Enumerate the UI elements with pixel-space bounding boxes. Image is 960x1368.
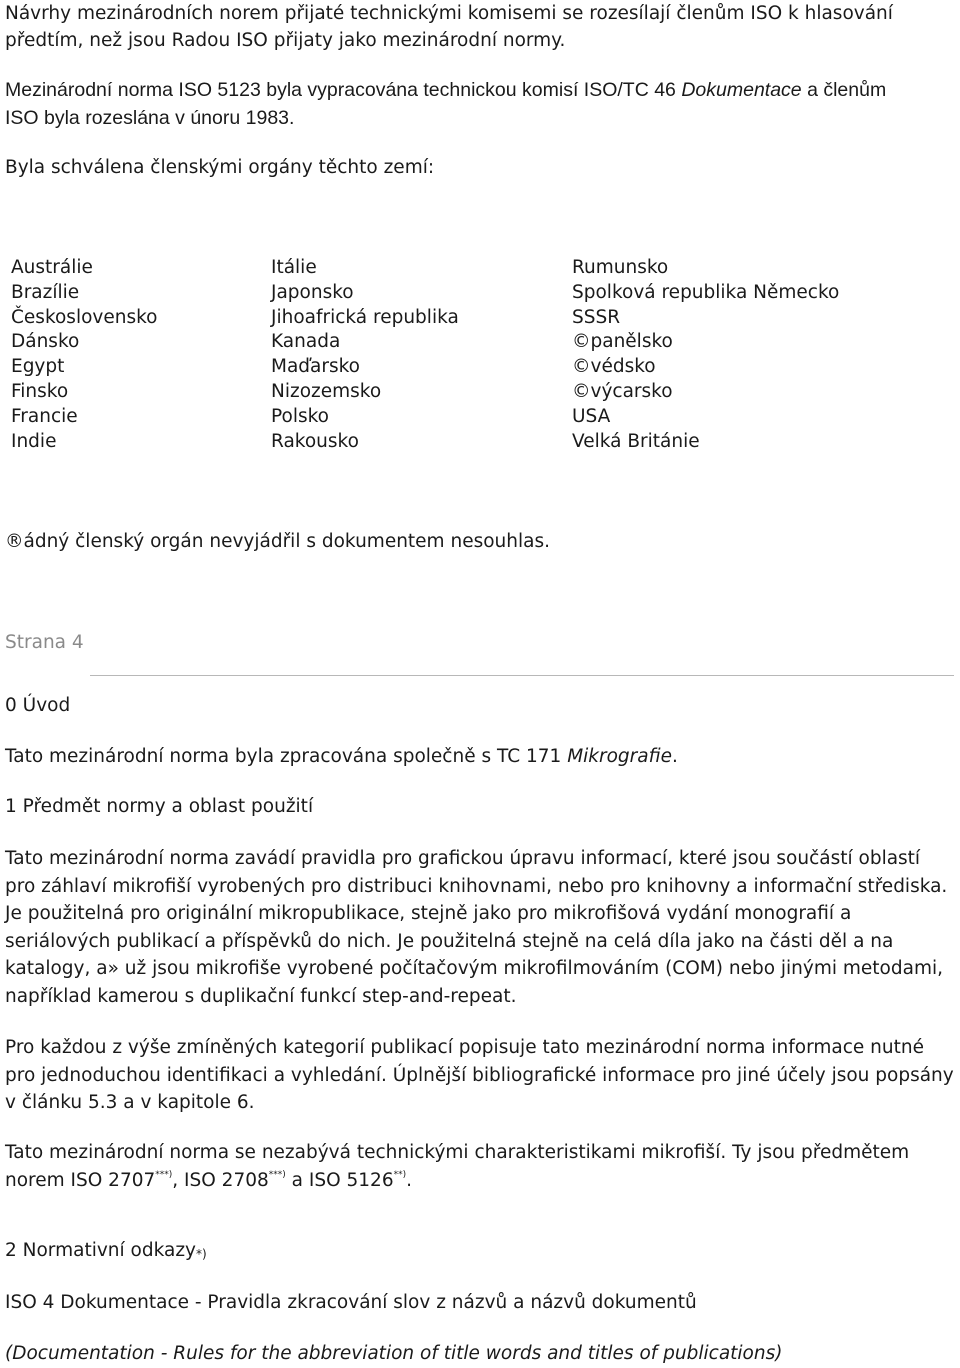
section-0-text-end: . bbox=[671, 746, 678, 767]
intro-line-2: předtím, než jsou Radou ISO přijaty jako mezinárodní normy. bbox=[5, 30, 566, 51]
footnote-marker: ***) bbox=[268, 1169, 286, 1180]
section-1-paragraph-2: Pro každou z výše zmíněných kategorií publikací popisuje tato mezinárodní norma informace nutné pro jednoduchou identifikaci a vyhledání. Úplnější bibliografické informace pro jiné účely jsou popsány v článku 5.3 a v kapitole 6. bbox=[5, 1037, 954, 1113]
country-item: Finsko bbox=[11, 380, 69, 402]
section-0-heading: 0 Úvod bbox=[5, 695, 71, 716]
country-list bbox=[0, 256, 960, 456]
intro-line-1: Návrhy mezinárodních norem přijaté technickými komisemi se rozesílají členům ISO k hlasování bbox=[5, 3, 893, 24]
footnote-marker: *) bbox=[195, 1247, 207, 1261]
section-1-p3-text: , ISO 2708 bbox=[172, 1169, 269, 1191]
section-2-heading-text: 2 Normativní odkazy bbox=[5, 1240, 196, 1261]
country-item: SSSR bbox=[572, 306, 621, 328]
section-1-p3-text: . bbox=[406, 1169, 412, 1191]
intro-paragraph bbox=[5, 0, 893, 54]
country-item: ©védsko bbox=[572, 356, 656, 378]
country-item: Rumunsko bbox=[572, 257, 669, 278]
country-item: Maďarsko bbox=[271, 356, 360, 378]
country-item: ©panělsko bbox=[572, 331, 673, 353]
country-item: Dánsko bbox=[11, 331, 80, 353]
section-1-heading: 1 Předmět normy a oblast použití bbox=[5, 796, 314, 817]
section-0-text-main: Tato mezinárodní norma byla zpracována společně s TC 171 bbox=[5, 746, 568, 767]
section-0-text bbox=[5, 746, 678, 767]
country-item: Jihoafrická republika bbox=[271, 306, 459, 328]
country-item: Indie bbox=[11, 430, 57, 452]
page-divider bbox=[90, 675, 954, 676]
footnote-marker: ***) bbox=[155, 1169, 173, 1180]
country-item: USA bbox=[572, 405, 611, 427]
section-1-p3-text: Tato mezinárodní norma se nezabývá technickými charakteristikami mikrofiší. Ty jsou předmětem norem ISO 2707 bbox=[5, 1142, 910, 1191]
country-item: Kanada bbox=[271, 331, 341, 353]
tc-171-name: Mikrografie bbox=[567, 746, 672, 767]
no-objection-statement: ®ádný členský orgán nevyjádřil s dokumentem nesouhlas. bbox=[5, 531, 550, 552]
country-item: Brazílie bbox=[11, 281, 80, 303]
iso-origin-paragraph bbox=[5, 76, 886, 132]
approved-by-heading: Byla schválena členskými orgány těchto zemí: bbox=[5, 157, 435, 178]
iso-origin-text-end: a členům bbox=[801, 79, 887, 101]
country-item: Austrálie bbox=[11, 257, 93, 278]
country-item: Itálie bbox=[271, 257, 317, 278]
country-item: ©výcarsko bbox=[572, 380, 673, 402]
country-column-2 bbox=[271, 256, 459, 454]
country-item: Japonsko bbox=[271, 281, 354, 303]
iso-origin-text: Mezinárodní norma ISO 5123 byla vypracována technickou komisí ISO/TC 46 bbox=[5, 79, 682, 101]
country-item: Rakousko bbox=[271, 430, 359, 452]
country-item: Polsko bbox=[271, 405, 329, 427]
page-number: Strana 4 bbox=[5, 632, 84, 653]
section-1-paragraph-3 bbox=[5, 1139, 956, 1194]
footnote-marker: **) bbox=[393, 1169, 407, 1180]
section-1-p3-text: a ISO 5126 bbox=[285, 1169, 394, 1191]
country-item: Nizozemsko bbox=[271, 380, 382, 402]
normative-reference-english: (Documentation - Rules for the abbreviation of title words and titles of publications) bbox=[5, 1343, 783, 1364]
country-column-3 bbox=[572, 256, 839, 454]
tc-name: Dokumentace bbox=[681, 79, 802, 101]
country-item: Československo bbox=[11, 306, 158, 328]
country-item: Egypt bbox=[11, 356, 65, 378]
section-1-paragraph-1: Tato mezinárodní norma zavádí pravidla pro grafickou úpravu informací, které jsou součástí oblastí pro záhlaví mikrofiší vyrobených pro distribuci knihovnami, nebo pro knihovny a informační střediska. Je použitelná pro originální mikropublikace, stejně jako pro mikrofišová vydání monografií a seriálových publikací a příspěvků do nich. Je použitelná stejně na celá díla jako na části děl a na katalogy, a» už jsou mikrofiše vyrobené počítačovým mikrofilmováním (COM) nebo jinými metodami, například kamerou s duplikační funkcí step-and-repeat. bbox=[5, 848, 948, 1007]
country-item: Francie bbox=[11, 405, 78, 427]
section-2-heading bbox=[5, 1240, 207, 1261]
country-column-1 bbox=[11, 256, 157, 454]
country-item: Velká Británie bbox=[572, 430, 700, 452]
iso-origin-line-2: ISO byla rozeslána v únoru 1983. bbox=[5, 107, 295, 129]
normative-reference: ISO 4 Dokumentace - Pravidla zkracování slov z názvů a názvů dokumentů bbox=[5, 1292, 697, 1313]
country-item: Spolková republika Německo bbox=[572, 281, 840, 303]
